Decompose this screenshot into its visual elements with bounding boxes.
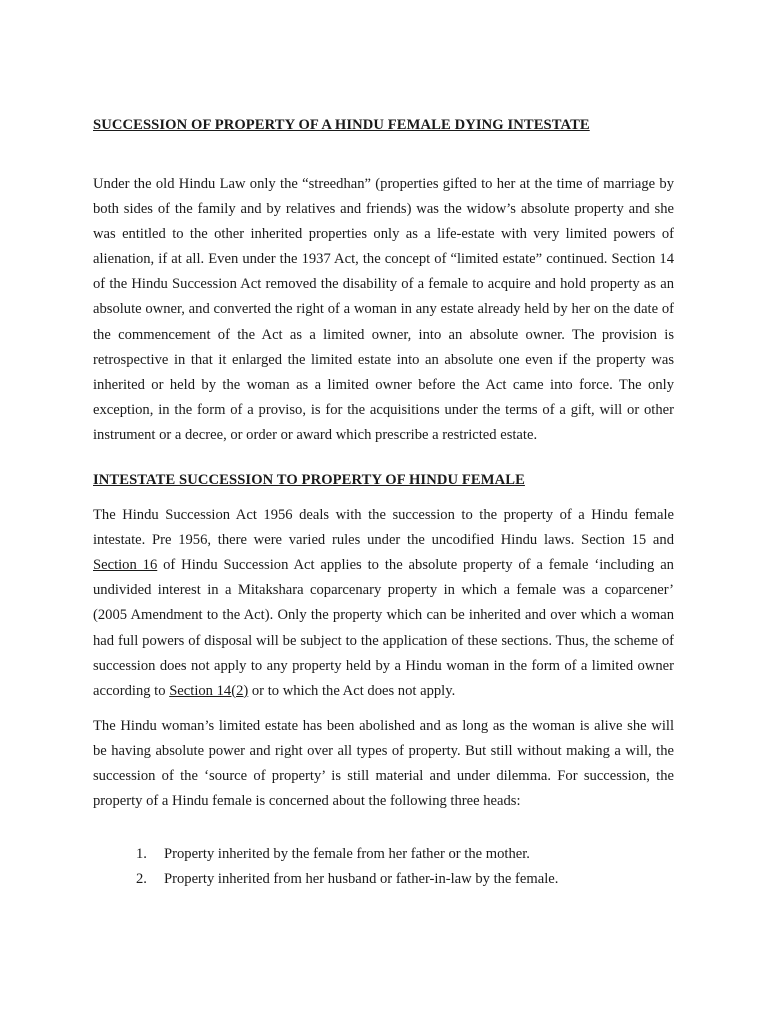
text-segment: The Hindu Succession Act 1956 deals with the succession to the property of a Hindu female intestate. Pre 1956, there were varied rules under the uncodified Hindu laws. Section 15 and (93, 507, 674, 549)
list-number: 2. (136, 871, 147, 888)
section-14-2-link[interactable]: Section 14(2) (169, 682, 249, 699)
intro-paragraph: Under the old Hindu Law only the “streedhan” (properties gifted to her at the time of marriage by both sides of the family and by relatives and friends) was the widow’s absolute property and she was entitled to the other inherited properties only as a life-estate with very limited powers of alienation, if at all. Even under the 1937 Act, the concept of “limited estate” continued. Section 14 of the Hindu Succession Act removed the disability of a female to acquire and hold property as an absolute owner, and converted the right of a woman in any estate already held by her on the date of the commencement of the Act as a limited owner, into an absolute owner. The provision is retrospective in that it enlarged the limited estate into an absolute one even if the property was inherited or held by the woman as a limited owner before the Act came into force. The only exception, in the form of a proviso, is for the acquisitions under the terms of a gift, will or other instrument or a decree, or order or award which prescribe a restricted estate. (93, 176, 674, 443)
list-number: 1. (136, 846, 147, 863)
document-body (93, 117, 674, 892)
limited-estate-paragraph: The Hindu woman’s limited estate has been abolished and as long as the woman is alive she will be having absolute power and right over all types of property. But still without making a will, the succession of the ‘source of property’ is still material and under dilemma. For succession, the property of a Hindu female is concerned about the following three heads: (93, 717, 674, 810)
section-16-link[interactable]: Section 16 (93, 557, 158, 574)
list-text: Property inherited by the female from her father or the mother. (164, 846, 530, 863)
section-heading: INTESTATE SUCCESSION TO PROPERTY OF HINDU FEMALE (93, 472, 525, 489)
list-item (93, 842, 674, 867)
heads-list (93, 842, 674, 892)
text-segment: of Hindu Succession Act applies to the absolute property of a female ‘including an undivided interest in a Mitakshara coparcenary property in which a female was a coparcener’ (2005 Amendment to the Act). Only the property which can be inherited and over which a woman had full powers of disposal will be subject to the application of these sections. Thus, the scheme of succession does not apply to any property held by a Hindu woman in the form of a limited owner according to (93, 557, 674, 699)
act-paragraph (93, 503, 674, 704)
list-item (93, 867, 674, 892)
title-heading: SUCCESSION OF PROPERTY OF A HINDU FEMALE DYING INTESTATE (93, 117, 590, 133)
list-text: Property inherited from her husband or father-in-law by the female. (164, 871, 559, 888)
text-segment: or to which the Act does not apply. (248, 682, 456, 699)
